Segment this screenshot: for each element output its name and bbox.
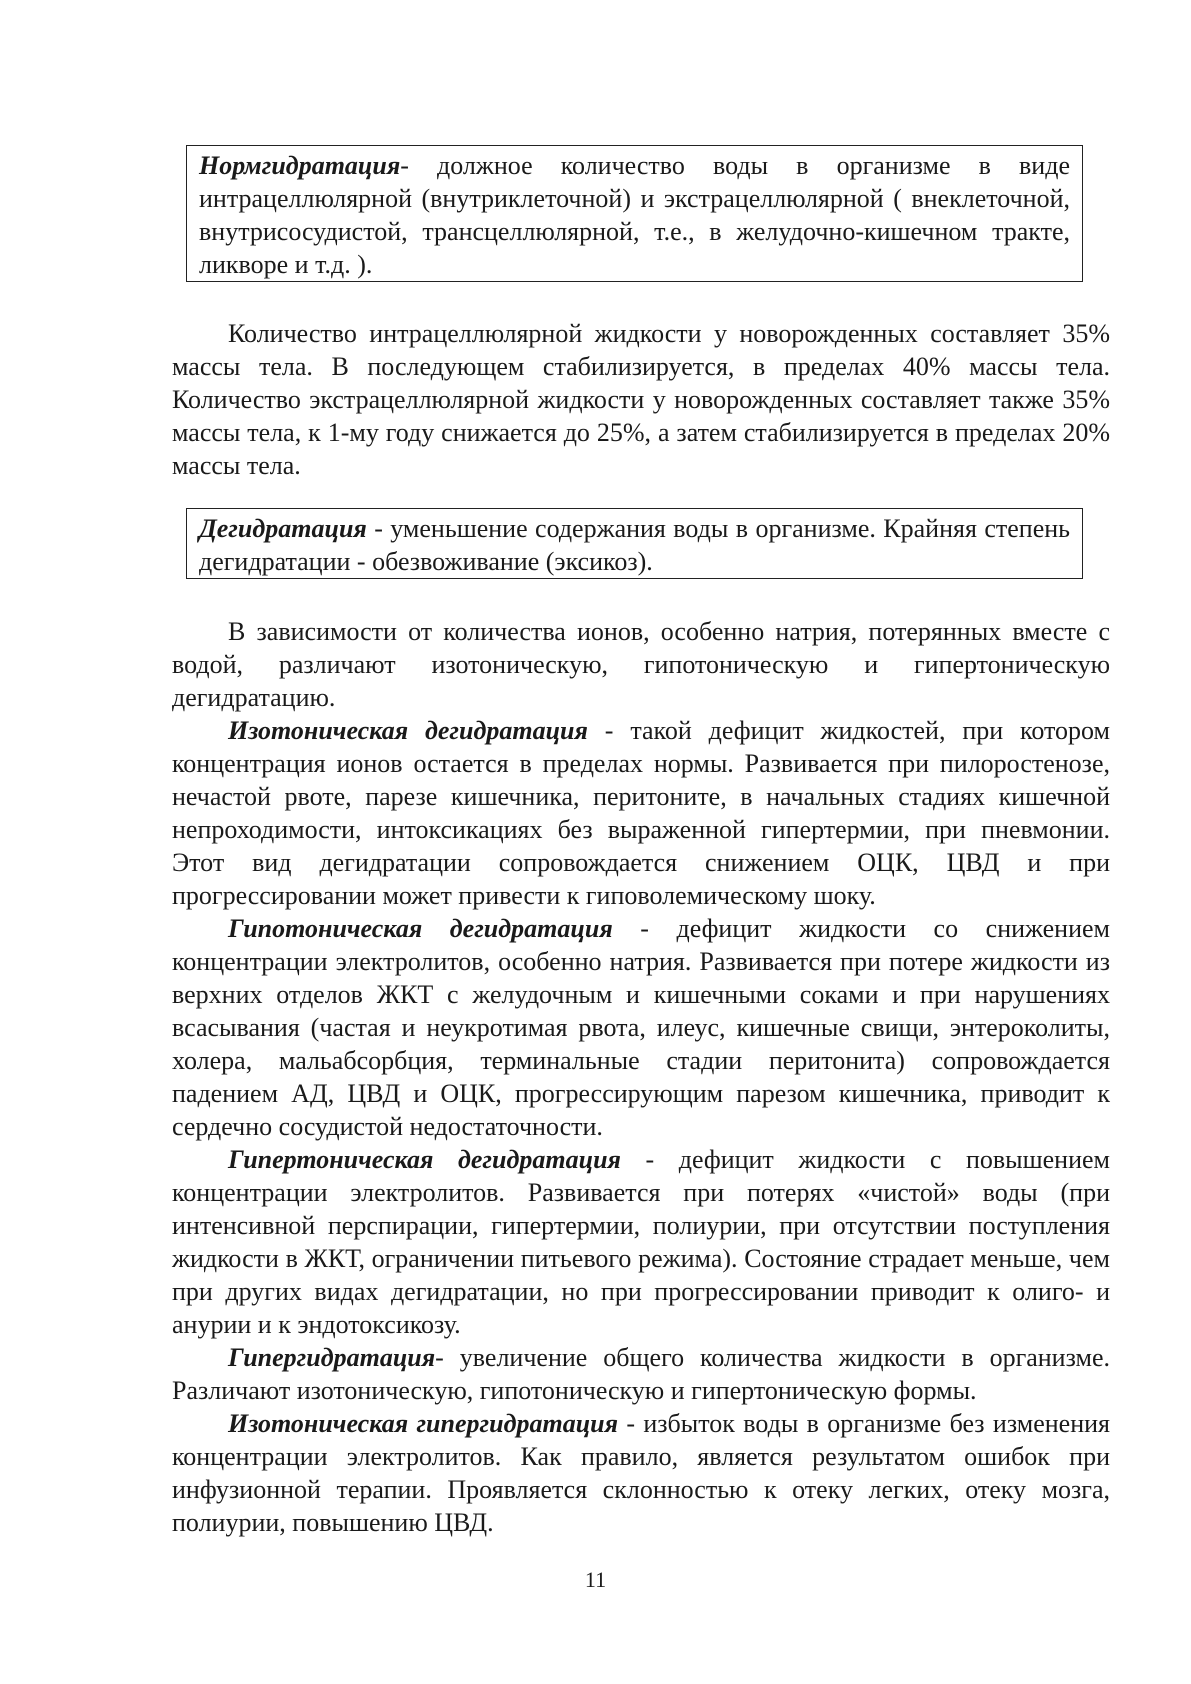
paragraph-hypertonic-dehydration <box>172 1143 1110 1341</box>
paragraph: Количество интрацеллюлярной жидкости у новорожденных составляет 35% массы тела. В последующем стабилизируется, в пределах 40% массы тела. Количество экстрацеллюлярной жидкости у новорожденных составляет также 35% массы тела, к 1-му году снижается до 25%, а затем стабилизируется в пределах 20% массы тела. <box>172 319 1110 480</box>
paragraph-isotonic-hyperhydration <box>172 1407 1110 1539</box>
page-number: 11 <box>584 1567 607 1592</box>
term-label: Дегидратация <box>199 514 367 543</box>
text-block-1 <box>172 317 1110 482</box>
term-label: Изотоническая дегидратация <box>228 716 588 745</box>
paragraph-body: - избыток воды в организме без изменения концентрации электролитов. Как правило, является результатом ошибок при инфузионной терапии. Проявляется склонностью к отеку легких, отеку мозга, полиурии, повышению ЦВД. <box>172 1409 1110 1537</box>
paragraph-isotonic-dehydration <box>172 714 1110 912</box>
definition-box-normohydration <box>186 145 1083 282</box>
paragraph: В зависимости от количества ионов, особенно натрия, потерянных вместе с водой, различают изотоническую, гипотоническую и гипертоническую дегидратацию. <box>172 617 1110 712</box>
term-label: Гипотоническая дегидратация <box>228 914 613 943</box>
paragraph-hyperhydration <box>172 1341 1110 1407</box>
paragraph-body: - дефицит жидкости с повышением концентрации электролитов. Развивается при потерях «чистой» воды (при интенсивной перспирации, гипертермии, полиурии, при отсутствии поступления жидкости в ЖКТ, ограничении питьевого режима). Состояние страдает меньше, чем при других видах дегидратации, но при прогрессировании приводит к олиго- и анурии и к эндотоксикозу. <box>172 1145 1110 1339</box>
definition-text <box>199 149 1070 281</box>
definition-text <box>199 512 1070 578</box>
paragraph-hypotonic-dehydration <box>172 912 1110 1143</box>
term-label: Гипергидратация <box>228 1343 436 1372</box>
definition-body: - уменьшение содержания воды в организме. Крайняя степень дегидратации - обезвоживание (эксикоз). <box>199 514 1070 576</box>
definition-body: - должное количество воды в организме в виде интрацеллюлярной (внутриклеточной) и экстрацеллюлярной ( внеклеточной, внутрисосудистой, трансцеллюлярной, т.е., в желудочно-кишечном тракте, ликворе и т.д. ). <box>199 151 1070 279</box>
definition-box-dehydration <box>186 508 1083 579</box>
paragraph-body: - такой дефицит жидкостей, при котором концентрация ионов остается в пределах нормы. Развивается при пилоростенозе, нечастой рвоте, парезе кишечника, перитоните, в начальных стадиях кишечной непроходимости, интоксикациях без выраженной гипертермии, при пневмонии. Этот вид дегидратации сопровождается снижением ОЦК, ЦВД и при прогрессировании может привести к гиповолемическому шоку. <box>172 716 1110 910</box>
text-block-2 <box>172 615 1110 1539</box>
term-label: Нормгидратация <box>199 151 401 180</box>
paragraph-body: - увеличение общего количества жидкости в организме. Различают изотоническую, гипотоническую и гипертоническую формы. <box>172 1343 1110 1405</box>
term-label: Гипертоническая дегидратация <box>228 1145 621 1174</box>
term-label: Изотоническая гипергидратация <box>228 1409 619 1438</box>
paragraph-body: - дефицит жидкости со снижением концентрации электролитов, особенно натрия. Развивается при потере жидкости из верхних отделов ЖКТ с желудочным и кишечными соками и при нарушениях всасывания (частая и неукротимая рвота, илеус, кишечные свищи, энтероколиты, холера, мальабсорбция, терминальные стадии перитонита) сопровождается падением АД, ЦВД и ОЦК, прогрессирующим парезом кишечника, приводит к сердечно сосудистой недостаточности. <box>172 914 1110 1141</box>
